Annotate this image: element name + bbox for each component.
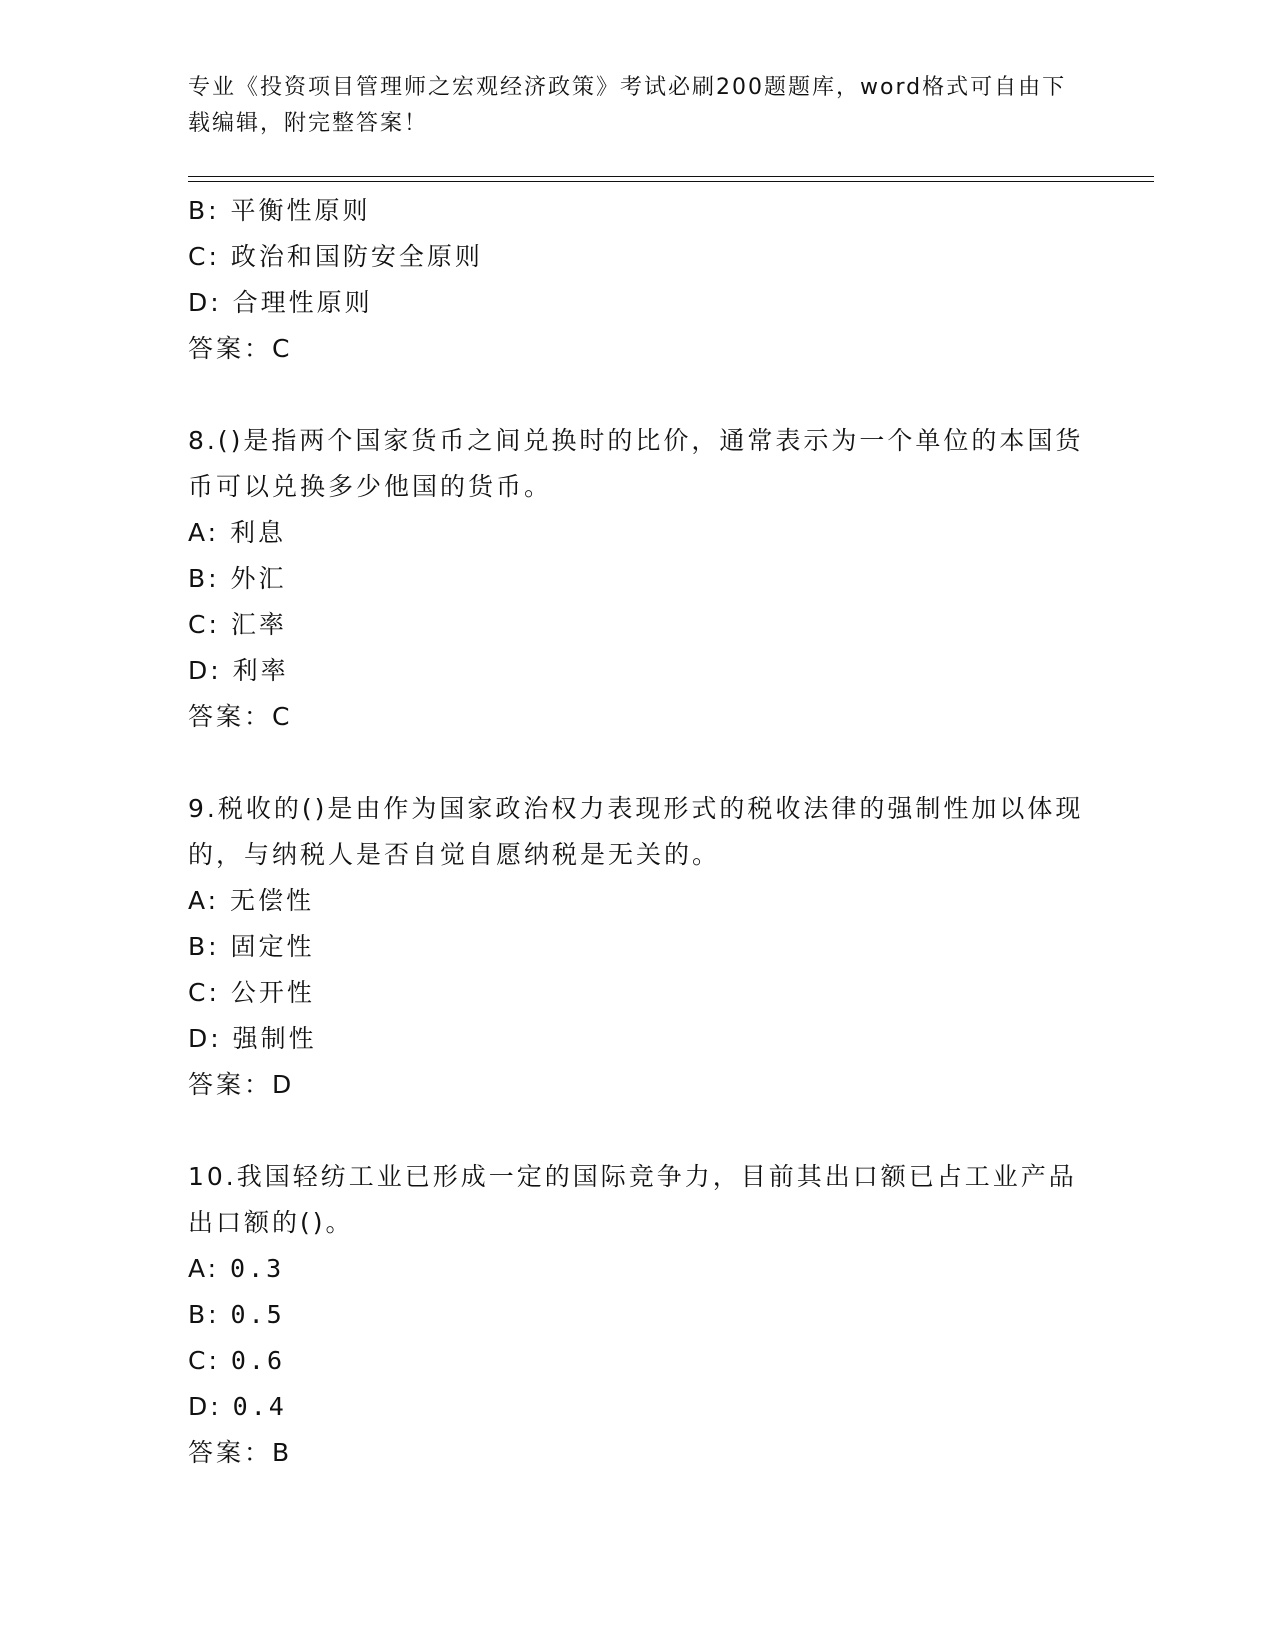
option-b: B: 0.5 bbox=[188, 1300, 285, 1329]
option-d: D: 0.4 bbox=[188, 1392, 287, 1421]
option-b: B: 外汇 bbox=[188, 564, 287, 593]
answer-line: 答案：C bbox=[188, 334, 293, 363]
option-c: C: 政治和国防安全原则 bbox=[188, 242, 483, 271]
option-c: C: 汇率 bbox=[188, 610, 287, 639]
option-d: D: 强制性 bbox=[188, 1024, 317, 1053]
answer-line: 答案：D bbox=[188, 1070, 295, 1099]
option-c: C: 公开性 bbox=[188, 978, 315, 1007]
question-stem: 8.()是指两个国家货币之间兑换时的比价，通常表示为一个单位的本国货币可以兑换多少他国的货币。 bbox=[188, 426, 1084, 501]
option-b: B: 固定性 bbox=[188, 932, 315, 961]
option-a: A: 利息 bbox=[188, 518, 287, 547]
question-stem: 9.税收的()是由作为国家政治权力表现形式的税收法律的强制性加以体现的，与纳税人是否自觉自愿纳税是无关的。 bbox=[188, 794, 1084, 869]
option-b: B: 平衡性原则 bbox=[188, 196, 371, 225]
question-stem: 10.我国轻纺工业已形成一定的国际竞争力，目前其出口额已占工业产品出口额的()。 bbox=[188, 1162, 1077, 1237]
option-c: C: 0.6 bbox=[188, 1346, 285, 1375]
option-a: A: 0.3 bbox=[188, 1254, 285, 1283]
question-8 bbox=[188, 418, 1088, 740]
header-rule-bottom bbox=[188, 181, 1154, 182]
answer-line: 答案：B bbox=[188, 1438, 293, 1467]
option-d: D: 利率 bbox=[188, 656, 289, 685]
option-d: D: 合理性原则 bbox=[188, 288, 373, 317]
question-7-continued bbox=[188, 188, 1088, 372]
document-header: 专业《投资项目管理师之宏观经济政策》考试必刷200题题库，word格式可自由下载编辑，附完整答案！ bbox=[188, 75, 1067, 136]
question-list bbox=[188, 188, 1088, 1476]
question-10 bbox=[188, 1154, 1088, 1476]
answer-line: 答案：C bbox=[188, 702, 293, 731]
header-rule-top bbox=[188, 176, 1154, 177]
option-a: A: 无偿性 bbox=[188, 886, 315, 915]
question-9 bbox=[188, 786, 1088, 1108]
